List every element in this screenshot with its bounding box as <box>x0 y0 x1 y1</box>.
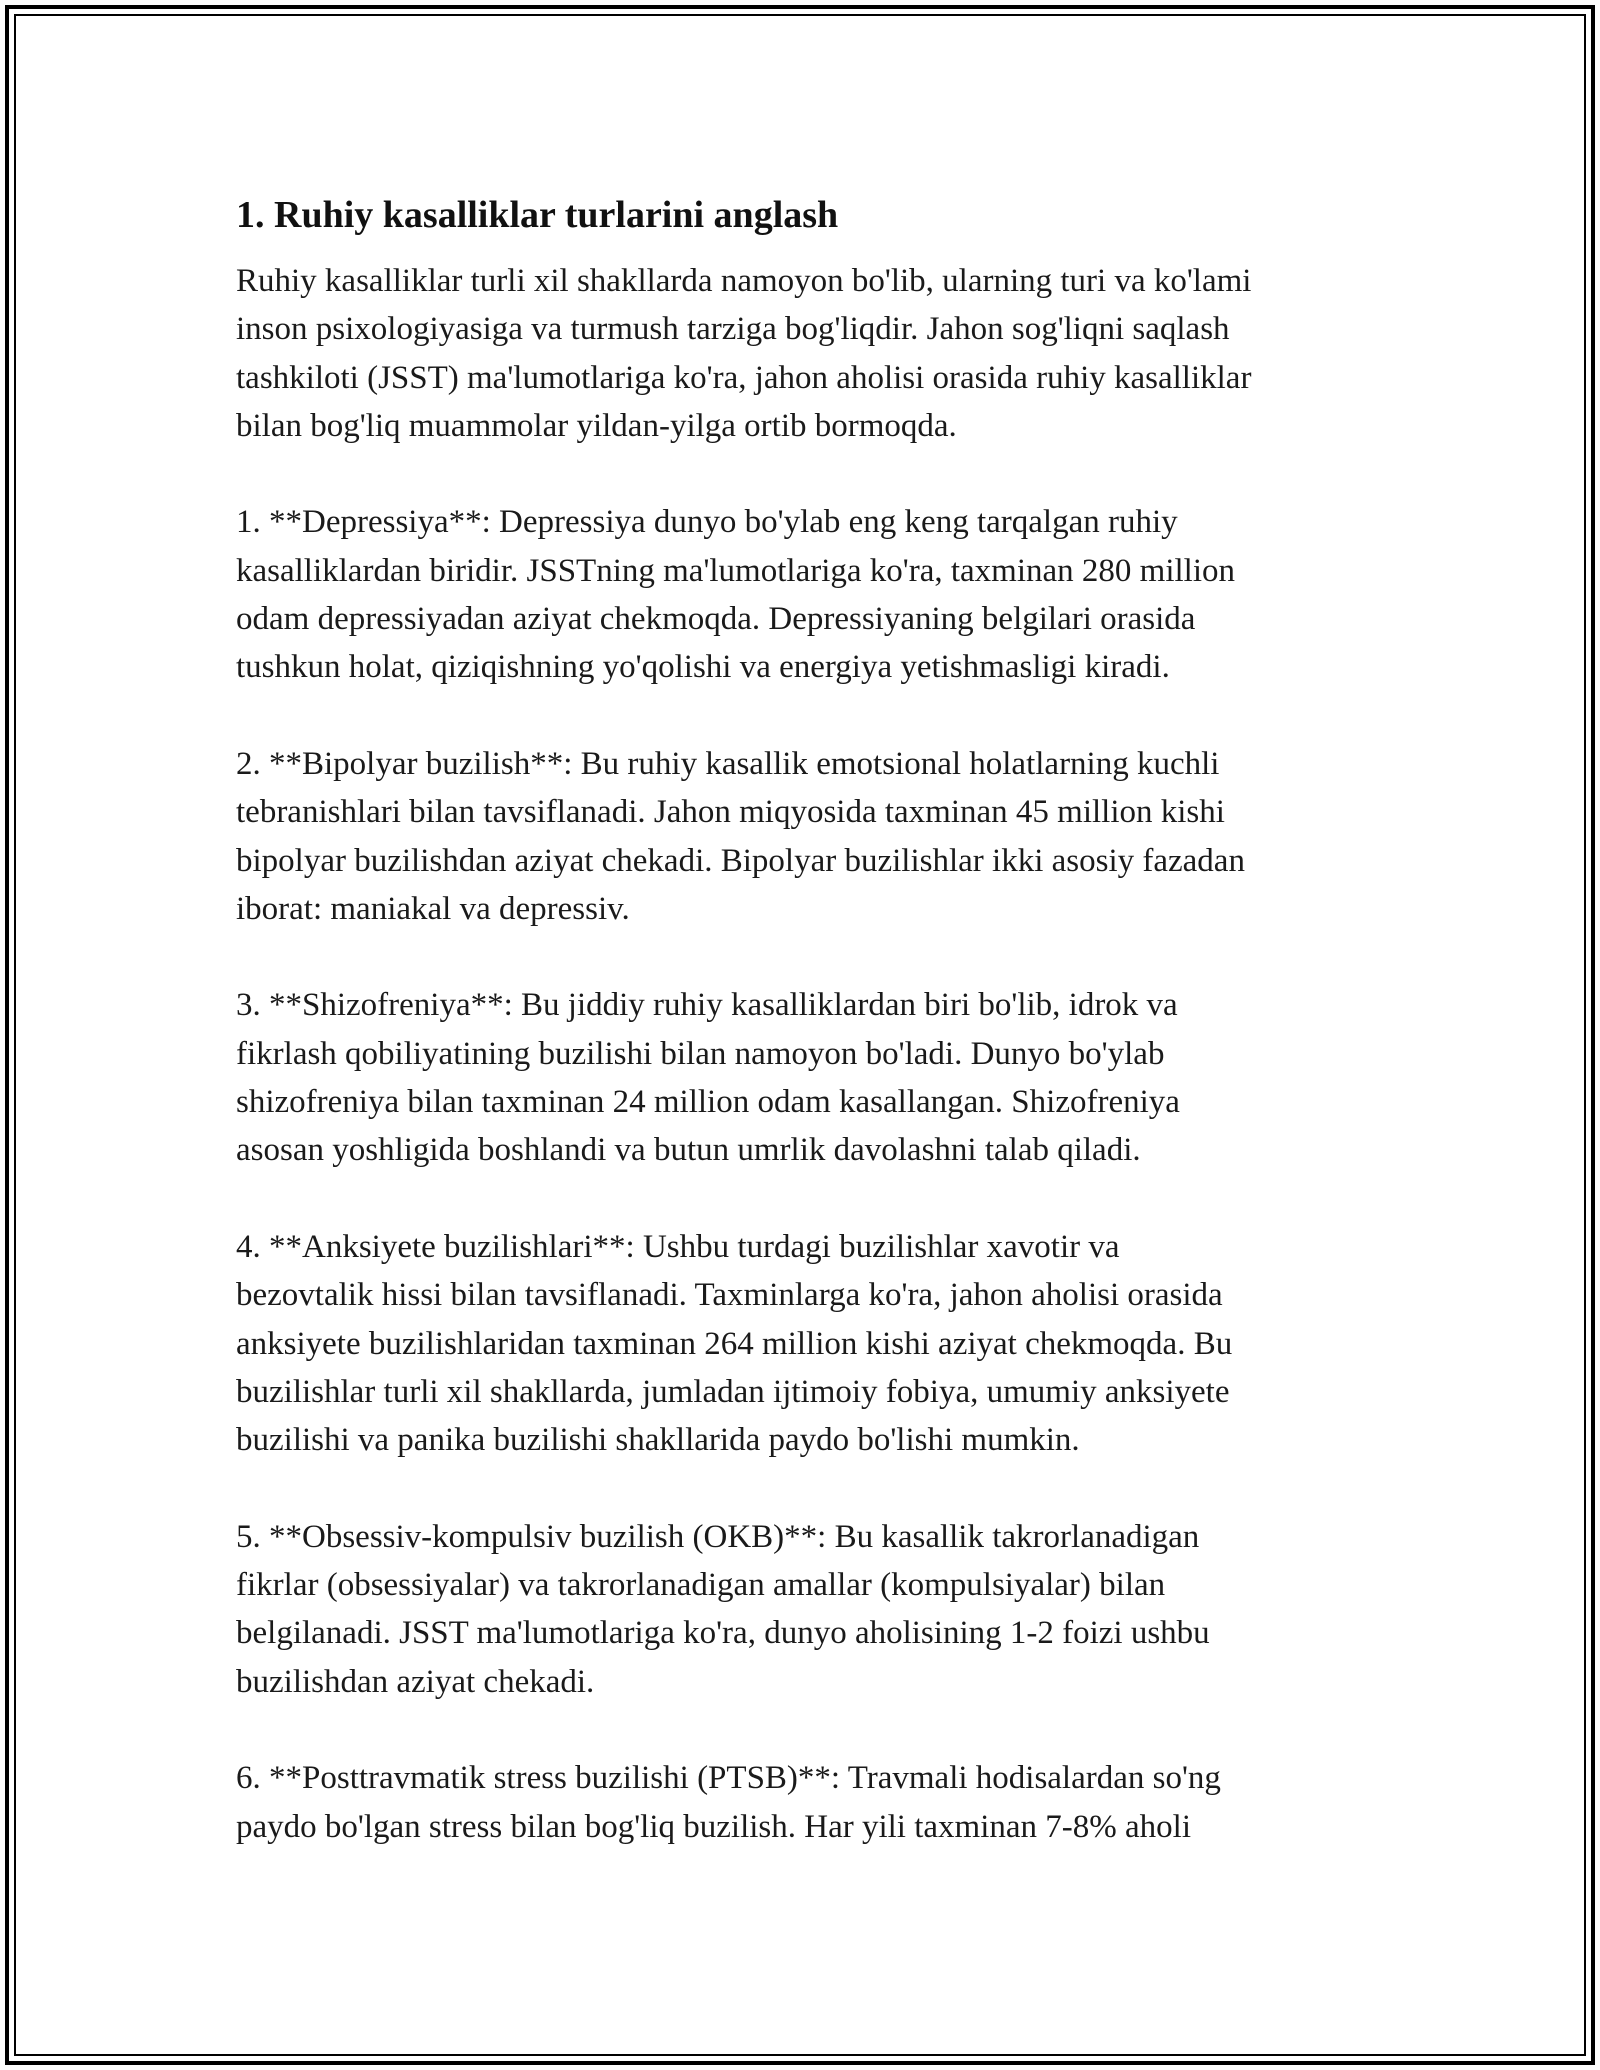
paragraph-bipolyar: 2. **Bipolyar buzilish**: Bu ruhiy kasallik emotsional holatlarning kuchli tebranishlari bilan tavsiflanadi. Jahon miqyosida taxminan 45 million kishi bipolyar buzilishdan aziyat chekadi. Bipolyar buzilishlar ikki asosiy fazadan iborat: maniakal va depressiv. <box>236 745 1245 927</box>
paragraph-anksiyete: 4. **Anksiyete buzilishlari**: Ushbu turdagi buzilishlar xavotir va bezovtalik hissi bilan tavsiflanadi. Taxminlarga ko'ra, jahon aholisi orasida anksiyete buzilishlaridan taxminan 264 million kishi aziyat chekmoqda. Bu buzilishlar turli xil shakllarda, jumladan ijtimoiy fobiya, umumiy anksiyete buzilishi va panika buzilishi shakllarida paydo bo'lishi mumkin. <box>236 1228 1233 1459</box>
paragraph-depressiya: 1. **Depressiya**: Depressiya dunyo bo'ylab eng keng tarqalgan ruhiy kasalliklardan biridir. JSSTning ma'lumotlariga ko'ra, taxminan 280 million odam depressiyadan aziyat chekmoqda. Depressiyaning belgilari orasida tushkun holat, qiziqishning yo'qolishi va energiya yetishmasligi kiradi. <box>236 504 1235 686</box>
document-body <box>236 183 1376 1851</box>
paragraph-ptsb: 6. **Posttravmatik stress buzilishi (PTSB)**: Travmali hodisalardan so'ng paydo bo'lgan stress bilan bog'liq buzilish. Har yili taxminan 7-8% aholi <box>236 1760 1221 1845</box>
paragraph-shizofreniya: 3. **Shizofreniya**: Bu jiddiy ruhiy kasalliklardan biri bo'lib, idrok va fikrlash qobiliyatining buzilishi bilan namoyon bo'ladi. Dunyo bo'ylab shizofreniya bilan taxminan 24 million odam kasallangan. Shizofreniya asosan yoshligida boshlandi va butun umrlik davolashni talab qiladi. <box>236 987 1180 1169</box>
paragraph-okb: 5. **Obsessiv-kompulsiv buzilish (OKB)**: Bu kasallik takrorlanadigan fikrlar (obsessiyalar) va takrorlanadigan amallar (kompulsiyalar) bilan belgilanadi. JSST ma'lumotlariga ko'ra, dunyo aholisining 1-2 foizi ushbu buzilishdan aziyat chekadi. <box>236 1518 1210 1700</box>
intro-paragraph: Ruhiy kasalliklar turli xil shakllarda namoyon bo'lib, ularning turi va ko'lami inson psixologiyasiga va turmush tarziga bog'liqdir. Jahon sog'liqni saqlash tashkiloti (JSST) ma'lumotlariga ko'ra, jahon aholisi orasida ruhiy kasalliklar bilan bog'liq muammolar yildan-yilga ortib bormoqda. <box>236 263 1252 444</box>
section-heading: 1. Ruhiy kasalliklar turlarini anglash <box>236 194 839 236</box>
